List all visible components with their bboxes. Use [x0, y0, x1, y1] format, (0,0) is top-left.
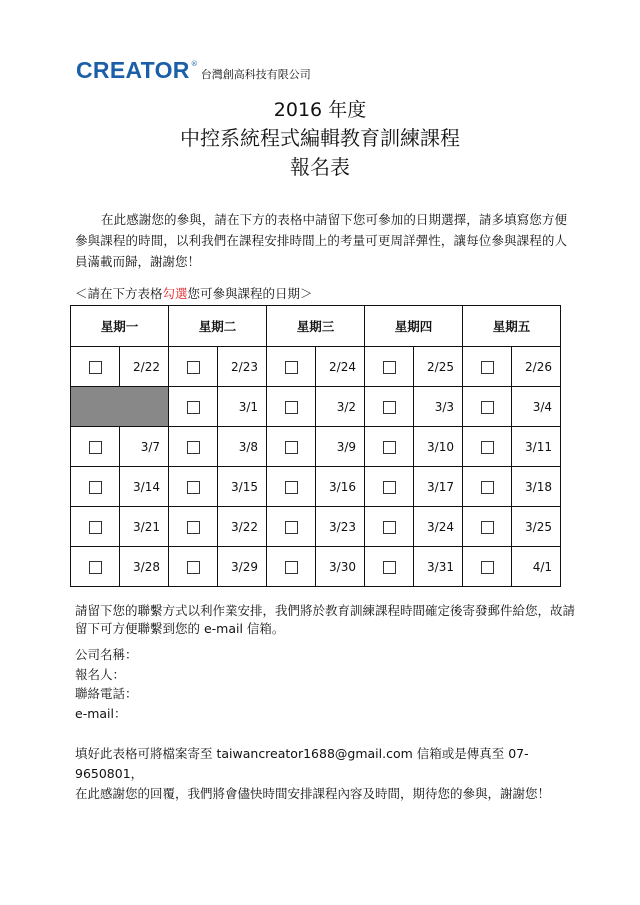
date-label: 2/25 — [414, 347, 463, 387]
date-checkbox-cell — [267, 467, 316, 507]
date-checkbox-cell — [365, 467, 414, 507]
date-checkbox[interactable] — [481, 361, 494, 374]
date-checkbox-cell — [71, 427, 120, 467]
date-label: 3/29 — [218, 547, 267, 587]
date-checkbox[interactable] — [187, 401, 200, 414]
date-checkbox-cell — [267, 387, 316, 427]
date-checkbox[interactable] — [383, 441, 396, 454]
company-logo — [76, 58, 311, 82]
date-label: 2/26 — [512, 347, 561, 387]
weekday-header: 星期五 — [463, 306, 561, 347]
registered-mark: ® — [190, 60, 198, 68]
date-checkbox-cell — [169, 507, 218, 547]
date-checkbox[interactable] — [383, 481, 396, 494]
date-checkbox-cell — [463, 427, 512, 467]
date-selection-table — [70, 305, 561, 587]
unavailable-cell — [71, 387, 169, 427]
date-label: 3/14 — [120, 467, 169, 507]
date-checkbox[interactable] — [481, 561, 494, 574]
date-checkbox-cell — [267, 547, 316, 587]
date-label: 3/3 — [414, 387, 463, 427]
date-checkbox[interactable] — [187, 521, 200, 534]
logo-wordmark: CREATOR — [76, 57, 190, 83]
date-checkbox[interactable] — [285, 361, 298, 374]
date-label: 3/30 — [316, 547, 365, 587]
date-checkbox[interactable] — [481, 481, 494, 494]
date-label: 3/7 — [120, 427, 169, 467]
date-checkbox-cell — [71, 347, 120, 387]
date-checkbox-cell — [463, 387, 512, 427]
weekday-header: 星期二 — [169, 306, 267, 347]
date-label: 2/22 — [120, 347, 169, 387]
date-checkbox[interactable] — [285, 561, 298, 574]
closing-paragraph — [75, 744, 575, 804]
date-label: 2/24 — [316, 347, 365, 387]
date-checkbox[interactable] — [187, 441, 200, 454]
date-checkbox-cell — [71, 467, 120, 507]
date-checkbox-cell — [71, 547, 120, 587]
date-label: 3/1 — [218, 387, 267, 427]
date-label: 3/15 — [218, 467, 267, 507]
date-label: 4/1 — [512, 547, 561, 587]
date-checkbox-cell — [267, 427, 316, 467]
date-checkbox-cell — [463, 507, 512, 547]
weekday-header: 星期三 — [267, 306, 365, 347]
date-checkbox-cell — [365, 507, 414, 547]
date-label: 3/4 — [512, 387, 561, 427]
calendar-row — [71, 427, 561, 467]
date-label: 3/17 — [414, 467, 463, 507]
intro-paragraph: 在此感謝您的參與，請在下方的表格中請留下您可參加的日期選擇，請多填寫您方便參與課程的時間，以利我們在課程安排時間上的考量可更周詳彈性，讓每位參與課程的人員滿載而歸，謝謝您！ — [75, 212, 567, 269]
date-label: 3/21 — [120, 507, 169, 547]
instruction-highlight: 勾選 — [162, 286, 188, 301]
calendar-row — [71, 507, 561, 547]
date-label: 3/31 — [414, 547, 463, 587]
date-checkbox-cell — [463, 547, 512, 587]
company-name: 台灣創高科技有限公司 — [200, 68, 311, 81]
date-checkbox-cell — [267, 347, 316, 387]
date-checkbox[interactable] — [89, 561, 102, 574]
date-checkbox[interactable] — [285, 441, 298, 454]
date-checkbox-cell — [169, 347, 218, 387]
weekday-header: 星期一 — [71, 306, 169, 347]
date-checkbox[interactable] — [285, 401, 298, 414]
date-label: 3/23 — [316, 507, 365, 547]
title-form: 報名表 — [290, 155, 350, 179]
date-checkbox-cell — [463, 467, 512, 507]
date-checkbox-cell — [463, 347, 512, 387]
date-checkbox-cell — [169, 387, 218, 427]
date-checkbox[interactable] — [89, 521, 102, 534]
instruction-line — [75, 285, 313, 303]
date-checkbox[interactable] — [383, 401, 396, 414]
company-name-field[interactable]: 公司名稱： — [75, 647, 138, 662]
date-checkbox[interactable] — [89, 361, 102, 374]
date-label: 3/10 — [414, 427, 463, 467]
date-label: 2/23 — [218, 347, 267, 387]
contact-message: 請留下您的聯繫方式以利作業安排，我們將於教育訓練課程時間確定後寄發郵件給您，故請留下可方便聯繫到您的 e-mail 信箱。 — [75, 603, 576, 636]
date-checkbox-cell — [365, 347, 414, 387]
date-checkbox-cell — [267, 507, 316, 547]
calendar-row — [71, 547, 561, 587]
date-checkbox[interactable] — [383, 361, 396, 374]
title-course: 中控系統程式編輯教育訓練課程 — [180, 126, 460, 150]
date-checkbox-cell — [169, 547, 218, 587]
instruction-after: 您可參與課程的日期＞ — [187, 286, 313, 301]
date-label: 3/28 — [120, 547, 169, 587]
date-checkbox[interactable] — [481, 441, 494, 454]
date-label: 3/22 — [218, 507, 267, 547]
date-label: 3/9 — [316, 427, 365, 467]
date-checkbox[interactable] — [187, 361, 200, 374]
date-label: 3/11 — [512, 427, 561, 467]
phone-field[interactable]: 聯絡電話： — [75, 686, 138, 701]
date-checkbox-cell — [169, 467, 218, 507]
date-checkbox-cell — [365, 427, 414, 467]
date-checkbox[interactable] — [285, 481, 298, 494]
date-checkbox[interactable] — [187, 481, 200, 494]
date-checkbox[interactable] — [187, 561, 200, 574]
date-checkbox[interactable] — [383, 521, 396, 534]
closing-line-2: 在此感謝您的回覆，我們將會儘快時間安排課程內容及時間，期待您的參與，謝謝您！ — [75, 786, 551, 801]
contact-fields — [75, 645, 138, 723]
date-checkbox-cell — [365, 547, 414, 587]
date-label: 3/2 — [316, 387, 365, 427]
date-checkbox[interactable] — [285, 521, 298, 534]
instruction-before: ＜請在下方表格 — [75, 286, 163, 301]
date-checkbox[interactable] — [89, 481, 102, 494]
email-field[interactable]: e-mail： — [75, 705, 127, 721]
date-label: 3/24 — [414, 507, 463, 547]
closing-line-1: 填好此表格可將檔案寄至 taiwancreator1688@gmail.com 信箱或是傳真至 07-9650801， — [75, 746, 529, 781]
calendar-row — [71, 467, 561, 507]
date-checkbox-cell — [365, 387, 414, 427]
date-label: 3/8 — [218, 427, 267, 467]
calendar-row — [71, 347, 561, 387]
date-checkbox-cell — [169, 427, 218, 467]
weekday-header: 星期四 — [365, 306, 463, 347]
date-checkbox[interactable] — [89, 441, 102, 454]
date-checkbox[interactable] — [383, 561, 396, 574]
registrant-field[interactable]: 報名人： — [75, 666, 126, 682]
title-year: 2016 年度 — [273, 99, 367, 121]
date-label: 3/16 — [316, 467, 365, 507]
date-label: 3/18 — [512, 467, 561, 507]
date-checkbox[interactable] — [481, 521, 494, 534]
date-checkbox-cell — [71, 507, 120, 547]
date-checkbox[interactable] — [481, 401, 494, 414]
date-label: 3/25 — [512, 507, 561, 547]
calendar-row — [71, 387, 561, 427]
weekday-header-row — [71, 306, 561, 347]
